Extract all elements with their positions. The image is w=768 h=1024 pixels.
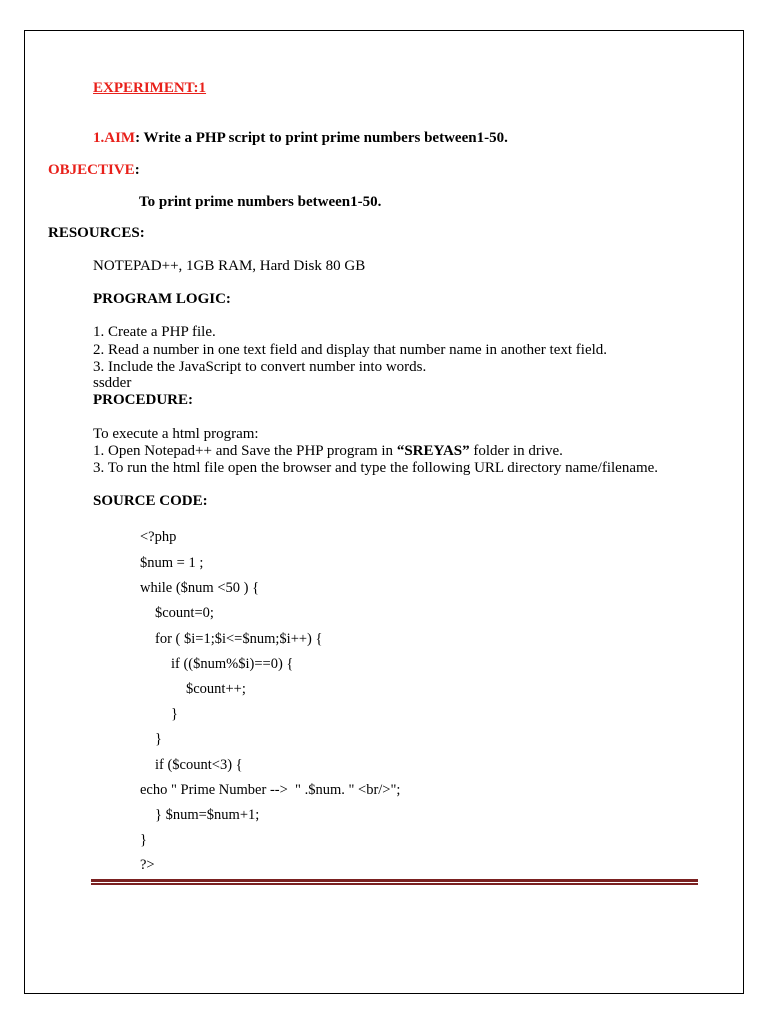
aim-label: 1.AIM xyxy=(93,130,136,146)
code-line: if (($num%$i)==0) { xyxy=(171,656,294,672)
procedure-intro: To execute a html program: xyxy=(93,426,259,442)
logic-extra: ssdder xyxy=(93,375,132,391)
procedure-step-1 xyxy=(93,443,563,460)
aim-line xyxy=(93,130,508,147)
procedure-folder-name: “SREYAS” xyxy=(396,443,470,459)
code-line: } xyxy=(140,832,147,848)
code-line: ?> xyxy=(140,857,155,873)
aim-colon: : xyxy=(135,130,141,146)
code-line: $num = 1 ; xyxy=(140,555,204,571)
code-line: echo " Prime Number --> " .$num. " <br/>"; xyxy=(140,782,401,798)
experiment-heading: EXPERIMENT:1 xyxy=(93,80,207,96)
footer-rule xyxy=(91,879,698,886)
code-line: if ($count<3) { xyxy=(155,757,243,773)
code-line: for ( $i=1;$i<=$num;$i++) { xyxy=(155,631,323,647)
resources-heading: RESOURCES: xyxy=(48,225,145,241)
code-line: while ($num <50 ) { xyxy=(140,580,260,596)
aim-text: Write a PHP script to print prime numbers between1-50. xyxy=(140,130,508,146)
program-logic-heading: PROGRAM LOGIC: xyxy=(93,291,231,307)
logic-step-2: 2. Read a number in one text field and display that number name in another text field. xyxy=(93,342,608,358)
procedure-heading: PROCEDURE: xyxy=(93,392,193,408)
code-line: } $num=$num+1; xyxy=(155,807,260,823)
code-line: $count=0; xyxy=(155,605,214,621)
code-line: } xyxy=(155,731,162,747)
logic-step-3: 3. Include the JavaScript to convert number into words. xyxy=(93,359,427,375)
procedure-step-1-before: 1. Open Notepad++ and Save the PHP program in xyxy=(93,443,397,459)
objective-heading xyxy=(48,162,140,179)
code-line: } xyxy=(171,706,178,722)
resources-text: NOTEPAD++, 1GB RAM, Hard Disk 80 GB xyxy=(93,258,366,274)
footer-rule-thick xyxy=(91,879,698,882)
source-code-heading: SOURCE CODE: xyxy=(93,493,208,509)
procedure-step-3: 3. To run the html file open the browser and type the following URL directory name/filename. xyxy=(93,460,659,476)
objective-label: OBJECTIVE xyxy=(48,162,135,178)
procedure-step-1-after: folder in drive. xyxy=(469,443,563,459)
code-line: $count++; xyxy=(186,681,246,697)
objective-text: To print prime numbers between1-50. xyxy=(139,194,382,210)
code-line: <?php xyxy=(140,529,177,545)
footer-rule-thin xyxy=(91,883,698,885)
logic-step-1: 1. Create a PHP file. xyxy=(93,324,216,340)
objective-colon: : xyxy=(134,162,140,178)
